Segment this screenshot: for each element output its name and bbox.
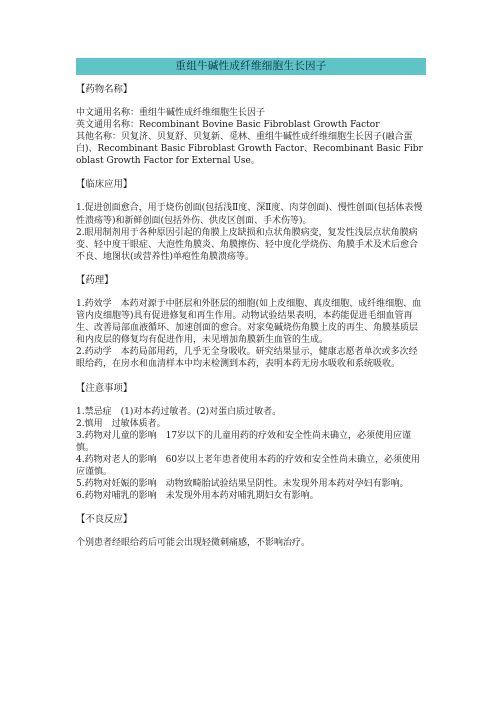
section-heading: 【注意事项】 (76, 382, 133, 394)
section-adverse-reactions (76, 514, 426, 549)
chinese-name: 中文通用名称：重组牛碱性成纤维细胞生长因子 (76, 108, 266, 118)
section-heading: 【不良反应】 (76, 514, 133, 526)
document-title: 重组牛碱性成纤维细胞生长因子 (76, 58, 426, 75)
pharmacology-item: 2.药动学 本药局部用药，几乎无全身吸收。研究结果显示，健康志愿者单次或多次经眼给药，在房水和血清样本中均未检测到本药，表明本药无房水吸收和系统吸收。 (76, 347, 418, 370)
clinical-item: 1.促进创面愈合，用于烧伤创面(包括浅Ⅱ度、深Ⅱ度、肉芽创面)、慢性创面(包括体表慢性溃疡等)和新鲜创面(包括外伤、供皮区创面、手术伤等)。 (76, 203, 423, 226)
section-precautions (76, 383, 426, 503)
pharmacology-item: 1.药效学 本药对源于中胚层和外胚层的细胞(如上皮细胞、真皮细胞、成纤维细胞、血管内皮细胞等)具有促进修复和再生作用。动物试验结果表明，本药能促进毛细血管再生、改善局部血液循环、加速创面的愈合。对家兔碱烧伤角膜上皮的再生、角膜基质层和内皮层的修复均有促进作用，未见增加角膜新生血管的生成。 (76, 298, 422, 346)
section-heading: 【临床应用】 (76, 179, 133, 191)
other-names: 其他名称：贝复济、贝复舒、贝复新、觅林、重组牛碱性成纤维细胞生长因子(融合蛋白)、Recombinant Basic Fibroblast Growth Factor、Recombinant Basic Fibroblast Growth Factor for External Use。 (76, 132, 423, 167)
section-clinical-use (76, 179, 426, 262)
section-drug-name (76, 84, 426, 167)
section-heading: 【药物名称】 (76, 84, 133, 95)
precaution-item: 5.药物对妊娠的影响 动物致畸胎试验结果呈阴性。未发现外用本药对孕妇有影响。 (76, 479, 409, 490)
adverse-item: 个别患者经眼给药后可能会出现轻微刺痛感，不影响治疗。 (76, 538, 311, 549)
precaution-item: 3.药物对儿童的影响 17岁以下的儿童用药的疗效和安全性尚未确立，必须使用应谨慎。 (76, 430, 412, 453)
section-heading: 【药理】 (76, 274, 114, 286)
precaution-item: 4.药物对老人的影响 60岁以上老年患者使用本药的疗效和安全性尚未确立，必须使用应谨慎。 (76, 454, 421, 477)
precaution-item: 6.药物对哺乳的影响 未发现外用本药对哺乳期妇女有影响。 (76, 491, 319, 502)
english-name: 英文通用名称：Recombinant Bovine Basic Fibroblast Growth Factor (76, 120, 380, 131)
precaution-item: 2.慎用 过敏体质者。 (76, 418, 166, 429)
document-content (76, 84, 426, 549)
clinical-item: 2.眼用制剂用于各种原因引起的角膜上皮缺损和点状角膜病变，复发性浅层点状角膜病变、轻中度干眼症、大泡性角膜炎、角膜擦伤、轻中度化学烧伤、角膜手术及术后愈合不良、地图状(或营养性)单疱性角膜溃疡等。 (76, 227, 419, 262)
section-pharmacology (76, 275, 426, 371)
precaution-item: 1.禁忌症 (1)对本药过敏者。(2)对蛋白质过敏者。 (76, 406, 282, 417)
